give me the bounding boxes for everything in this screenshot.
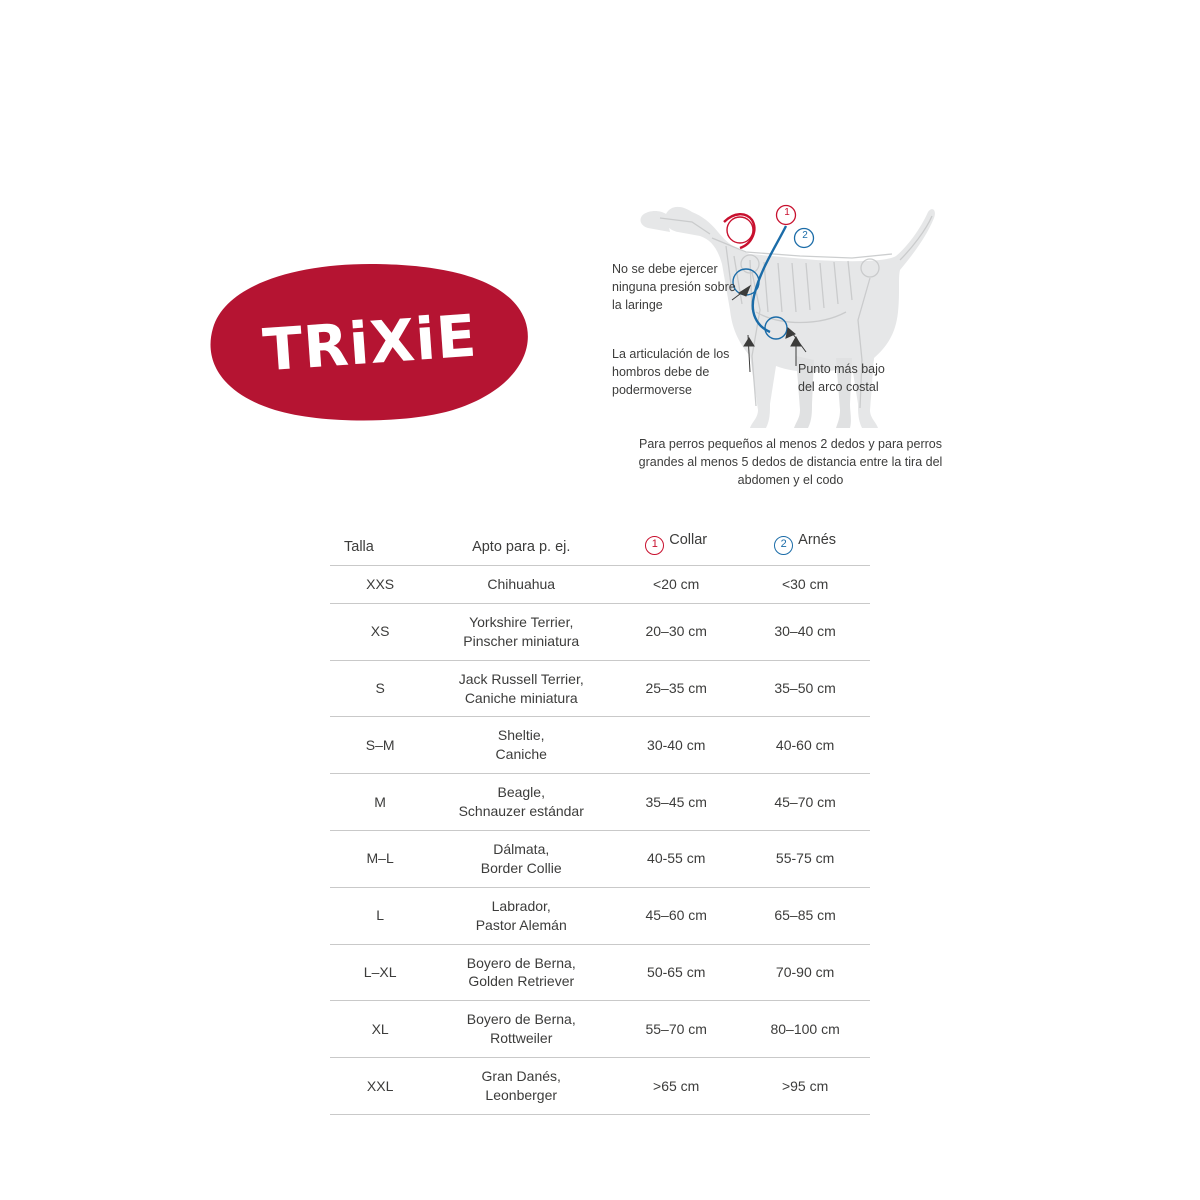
dog-measure-diagram [600,160,1000,500]
table-row [330,566,870,604]
breed-line: Pastor Alemán [475,916,567,933]
cell-size: XS [330,603,430,660]
cell-collar: 55–70 cm [612,1001,740,1058]
cell-size: L [330,887,430,944]
cell-size: XXL [330,1058,430,1115]
table-header-row [330,528,870,566]
cell-breeds [430,1001,612,1058]
breed-line: Dálmata, [493,841,550,858]
cell-size: L–XL [330,944,430,1001]
cell-breeds [430,660,612,717]
cell-harness: 70-90 cm [740,944,870,1001]
collar-point-circle [727,217,753,243]
table-row [330,887,870,944]
cell-collar: 20–30 cm [612,603,740,660]
cell-collar: 30-40 cm [612,717,740,774]
cell-harness: 65–85 cm [740,887,870,944]
callout-larynx: No se debe ejercer ninguna presión sobre la laringe [612,262,736,313]
collar-marker-icon: 1 [645,536,664,555]
callout-rib-arch: Punto más bajo del arco costal [798,362,885,395]
cell-collar: >65 cm [612,1058,740,1115]
table-row [330,603,870,660]
cell-breeds [430,887,612,944]
harness-marker-icon: 2 [774,536,793,555]
cell-harness: >95 cm [740,1058,870,1115]
breed-line: Caniche [495,746,547,763]
header-arnes-label: Arnés [798,532,837,548]
brand-logo [205,258,535,428]
cell-collar: 45–60 cm [612,887,740,944]
cell-harness: <30 cm [740,566,870,604]
cell-size: S [330,660,430,717]
cell-harness: 45–70 cm [740,774,870,831]
cell-harness: 40-60 cm [740,717,870,774]
breed-line: Gran Danés, [481,1068,561,1085]
breed-line: Schnauzer estándar [458,803,584,820]
cell-breeds [430,566,612,604]
cell-harness: 35–50 cm [740,660,870,717]
cell-breeds [430,774,612,831]
logo-wordmark: TRiXiE [260,301,480,385]
cell-collar: <20 cm [612,566,740,604]
breed-line: Border Collie [480,859,562,876]
breed-line: Boyero de Berna, [466,1011,576,1028]
cell-size: XL [330,1001,430,1058]
cell-harness: 30–40 cm [740,603,870,660]
cell-breeds [430,944,612,1001]
size-chart-table [330,528,870,1115]
cell-harness: 80–100 cm [740,1001,870,1058]
table-row [330,660,870,717]
header-collar [612,528,740,566]
cell-harness: 55-75 cm [740,831,870,888]
cell-collar: 35–45 cm [612,774,740,831]
header-collar-label: Collar [669,532,708,548]
breed-line: Boyero de Berna, [466,954,576,971]
cell-size: M–L [330,831,430,888]
cell-collar: 50-65 cm [612,944,740,1001]
breed-line: Rottweiler [490,1030,553,1047]
breed-line: Leonberger [485,1087,558,1104]
callout-belly-strap: Para perros pequeños al menos 2 dedos y para perros grandes al menos 5 dedos de distancia entre la tira del abdomen y el codo [638,437,943,488]
breed-line: Jack Russell Terrier, [458,670,584,687]
breed-line: Labrador, [491,897,551,914]
breed-line: Yorkshire Terrier, [469,613,574,630]
header-arnes [740,528,870,566]
table-row [330,717,870,774]
breed-line: Caniche miniatura [464,689,578,706]
breed-line: Chihuahua [487,576,556,592]
cell-collar: 40-55 cm [612,831,740,888]
table-row [330,774,870,831]
breed-line: Beagle, [497,784,545,801]
cell-collar: 25–35 cm [612,660,740,717]
cell-breeds [430,1058,612,1115]
header-apto: Apto para p. ej. [430,528,612,566]
cell-breeds [430,717,612,774]
table-row [330,944,870,1001]
cell-breeds [430,603,612,660]
cell-breeds [430,831,612,888]
breed-line: Golden Retriever [468,973,575,990]
cell-size: M [330,774,430,831]
breed-line: Pinscher miniatura [463,632,580,649]
marker-2-label: 2 [802,230,808,241]
cell-size: XXS [330,566,430,604]
breed-line: Sheltie, [497,727,545,744]
cell-size: S–M [330,717,430,774]
table-row [330,1001,870,1058]
marker-1-label: 1 [784,207,790,218]
header-talla: Talla [330,528,430,566]
table-row [330,1058,870,1115]
table-row [330,831,870,888]
callout-shoulders: La articulación de los hombros debe de podermoverse [612,347,730,398]
